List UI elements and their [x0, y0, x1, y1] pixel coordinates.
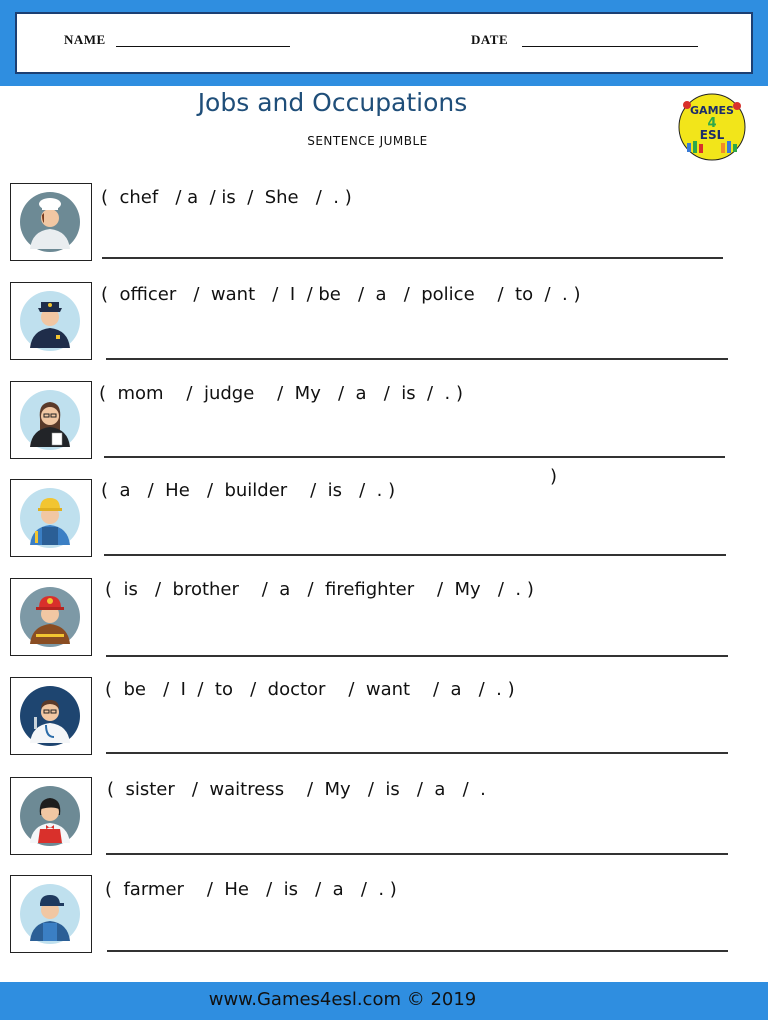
stray-parenthesis: )	[550, 466, 558, 487]
job-picture-frame	[10, 677, 92, 755]
sentence-jumble: ( sister / waitress / My / is / a / .	[107, 779, 486, 800]
logo-text-games: GAMES	[690, 104, 734, 117]
footer-website: www.Games4esl.com © 2019	[208, 989, 477, 1010]
answer-line[interactable]	[106, 655, 728, 657]
answer-line[interactable]	[104, 456, 725, 458]
sentence-jumble: ( a / He / builder / is / . )	[101, 480, 396, 501]
job-picture-frame	[10, 875, 92, 953]
job-picture-frame	[10, 282, 92, 360]
sentence-jumble: ( mom / judge / My / a / is / . )	[99, 383, 464, 404]
job-picture-frame	[10, 777, 92, 855]
sentence-jumble: ( officer / want / I / be / a / police / to / . )	[101, 284, 581, 305]
chef-icon	[18, 191, 82, 253]
job-picture-frame	[10, 381, 92, 459]
page-subtitle: SENTENCE JUMBLE	[307, 134, 428, 148]
page-title: Jobs and Occupations	[197, 88, 468, 117]
police-officer-icon	[18, 290, 82, 352]
logo-text-esl: ESL	[699, 128, 725, 142]
job-picture-frame	[10, 578, 92, 656]
doctor-icon	[18, 685, 82, 747]
answer-line[interactable]	[106, 358, 728, 360]
logo-text-four: 4	[707, 116, 717, 131]
name-date-box	[15, 12, 753, 74]
sentence-jumble: ( be / I / to / doctor / want / a / . )	[105, 679, 515, 700]
games4esl-logo	[675, 93, 749, 161]
job-picture-frame	[10, 479, 92, 557]
waitress-icon	[18, 785, 82, 847]
farmer-icon	[18, 883, 82, 945]
judge-icon	[18, 389, 82, 451]
date-field-line[interactable]	[522, 46, 698, 47]
sentence-jumble: ( is / brother / a / firefighter / My / . )	[105, 579, 534, 600]
firefighter-icon	[18, 586, 82, 648]
job-picture-frame	[10, 183, 92, 261]
sentence-jumble: ( farmer / He / is / a / . )	[105, 879, 397, 900]
name-label: NAME	[64, 32, 106, 47]
builder-icon	[18, 487, 82, 549]
sentence-jumble: ( chef / a / is / She / . )	[101, 187, 352, 208]
answer-line[interactable]	[102, 257, 723, 259]
date-label: DATE	[471, 32, 509, 47]
name-field-line[interactable]	[116, 46, 290, 47]
answer-line[interactable]	[106, 752, 728, 754]
answer-line[interactable]	[107, 950, 728, 952]
answer-line[interactable]	[106, 853, 728, 855]
answer-line[interactable]	[104, 554, 726, 556]
